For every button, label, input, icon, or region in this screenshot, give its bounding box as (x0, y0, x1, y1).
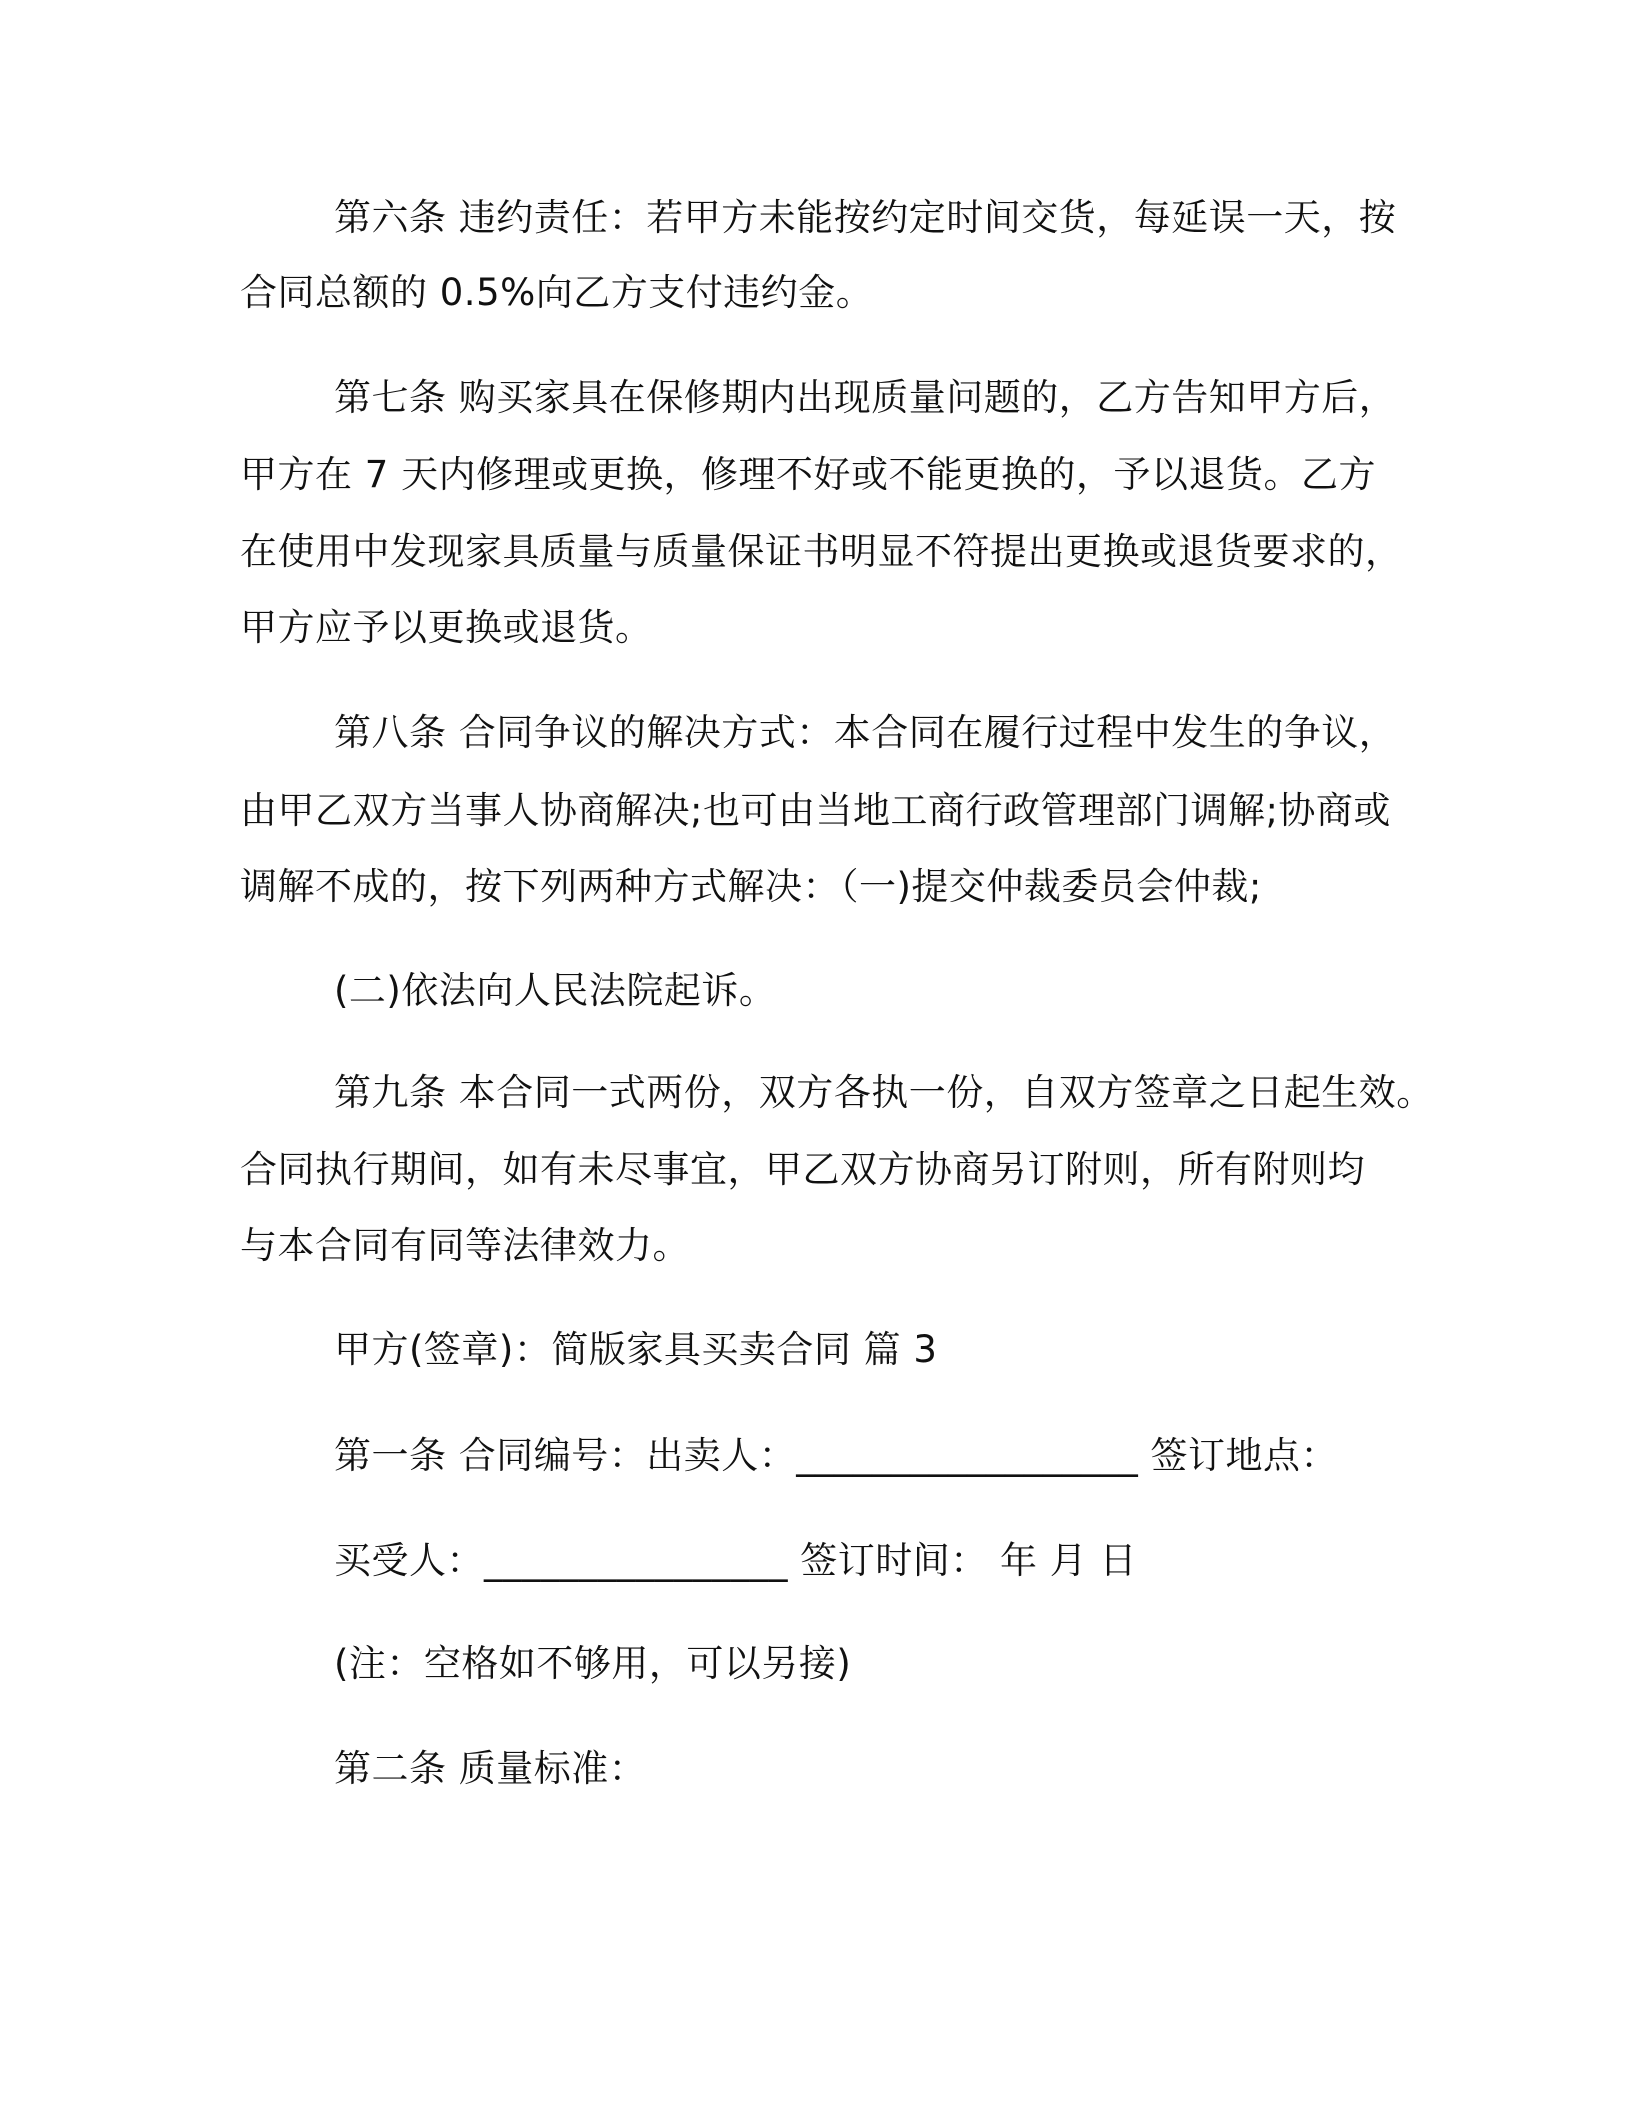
contract-3-buyer-line: 买受人：________________ 签订时间： 年 月 日 (334, 1539, 1138, 1582)
contract-3-article-1: 第一条 合同编号：出卖人：__________________ 签订地点： (334, 1434, 1339, 1477)
article-7-line-2: 甲方在 7 天内修理或更换，修理不好或不能更换的，予以退货。乙方 (240, 453, 1377, 496)
article-8-line-3: 调解不成的，按下列两种方式解决：（一)提交仲裁委员会仲裁; (240, 865, 1262, 908)
article-8-line-1: 第八条 合同争议的解决方式：本合同在履行过程中发生的争议， (334, 711, 1397, 754)
article-9-line-3: 与本合同有同等法律效力。 (240, 1224, 690, 1267)
article-6-line-2: 合同总额的 0.5%向乙方支付违约金。 (240, 271, 874, 314)
contract-3-note: (注：空格如不够用，可以另接) (334, 1642, 852, 1685)
article-7-line-1: 第七条 购买家具在保修期内出现质量问题的，乙方告知甲方后， (334, 376, 1397, 419)
article-9-line-2: 合同执行期间，如有未尽事宜，甲乙双方协商另订附则，所有附则均 (240, 1148, 1365, 1191)
contract-3-article-2: 第二条 质量标准： (334, 1747, 647, 1790)
article-8-line-4: (二)依法向人民法院起诉。 (334, 969, 777, 1012)
article-6-line-1: 第六条 违约责任：若甲方未能按约定时间交货，每延误一天，按 (334, 196, 1397, 239)
article-9-line-1: 第九条 本合同一式两份，双方各执一份，自双方签章之日起生效。 (334, 1071, 1434, 1114)
article-7-line-4: 甲方应予以更换或退货。 (240, 606, 653, 649)
article-8-line-2: 由甲乙双方当事人协商解决;也可由当地工商行政管理部门调解;协商或 (240, 789, 1391, 832)
article-7-line-3: 在使用中发现家具质量与质量保证书明显不符提出更换或退货要求的， (240, 530, 1403, 573)
party-a-signature-line: 甲方(签章)：简版家具买卖合同 篇 3 (334, 1328, 938, 1371)
